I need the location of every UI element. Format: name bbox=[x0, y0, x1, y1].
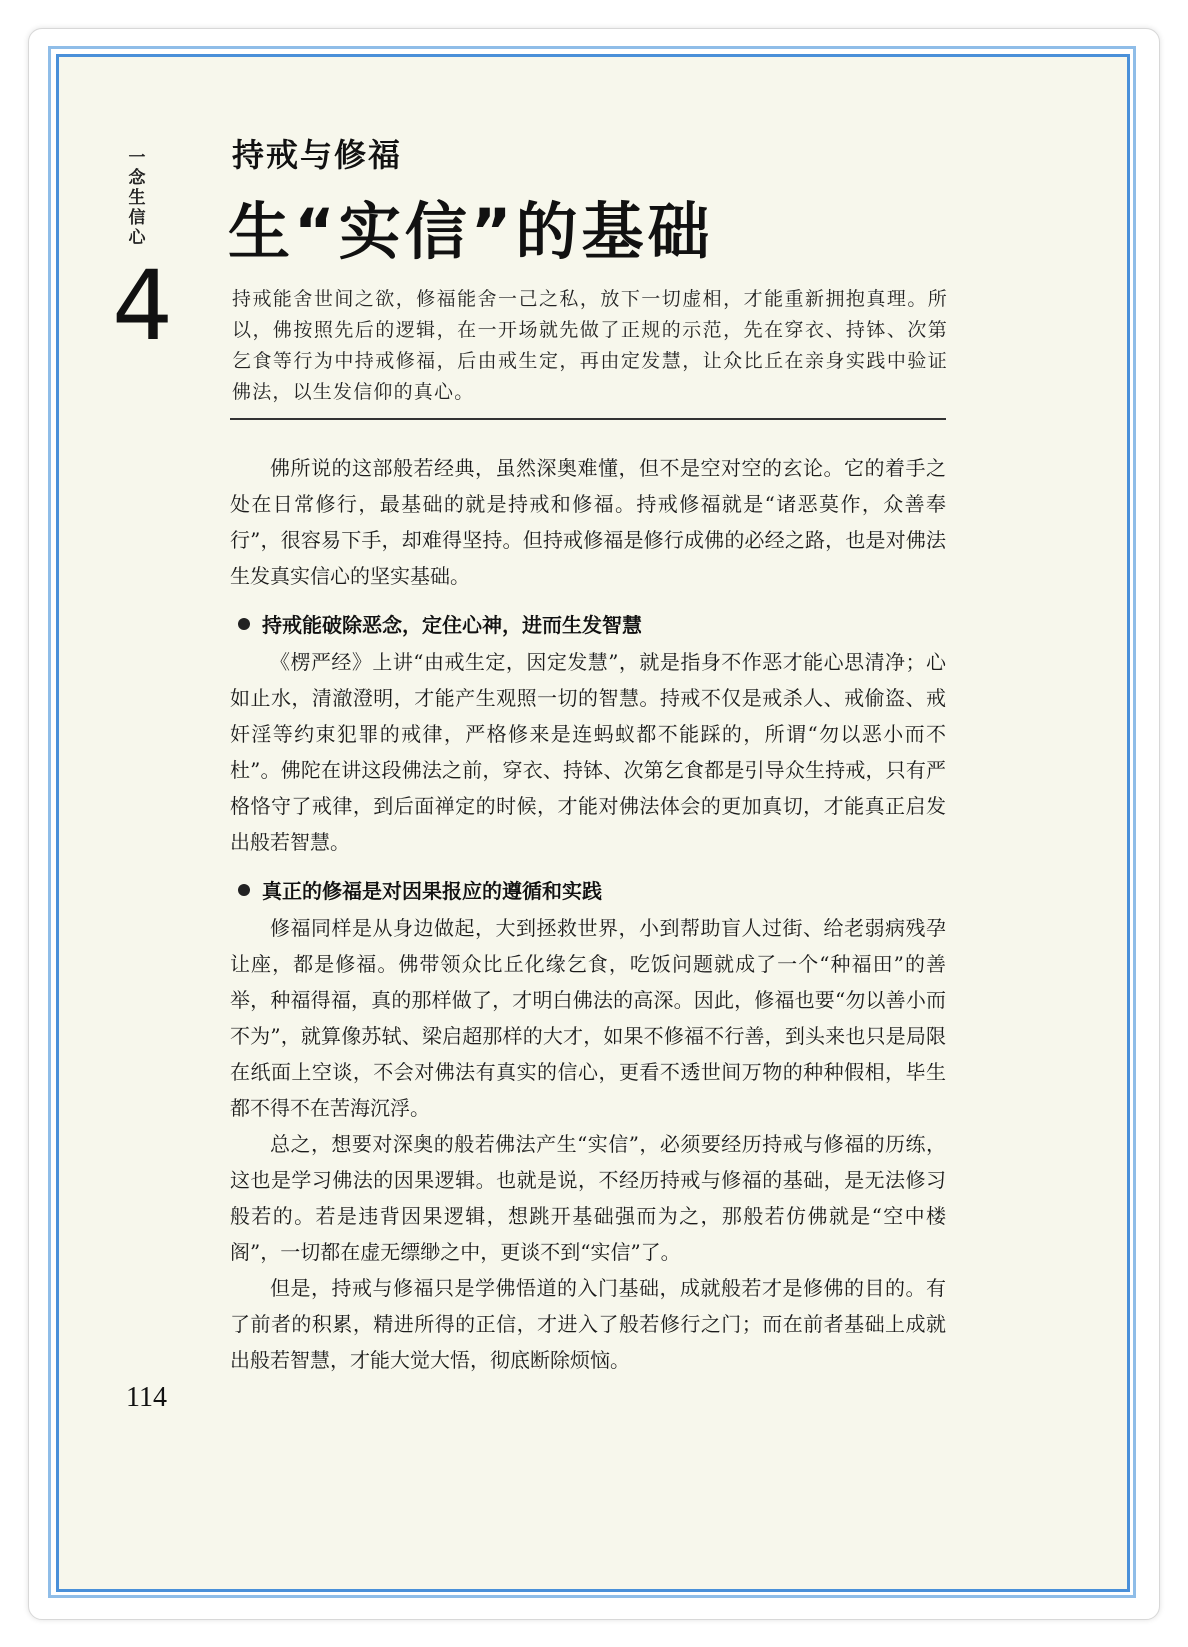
section-subtitle: 持戒与修福 bbox=[232, 136, 403, 174]
bullet-icon bbox=[238, 884, 250, 896]
intro-summary: 持戒能舍世间之欲，修福能舍一己之私，放下一切虚相，才能重新拥抱真理。所以，佛按照先后的逻辑，在一开场就先做了正规的示范，先在穿衣、持钵、次第乞食等行为中持戒修福，后由戒生定，再由定发慧，让众比丘在亲身实践中验证佛法，以生发信仰的真心。 bbox=[232, 288, 948, 403]
paragraph: 总之，想要对深奥的般若佛法产生“实信”，必须要经历持戒与修福的历练，这也是学习佛法的因果逻辑。也就是说，不经历持戒与修福的基础，是无法修习般若的。若是违背因果逻辑，想跳开基础强而为之，那般若仿佛就是“空中楼阁”，一切都在虚无缥缈之中，更谈不到“实信”了。 bbox=[230, 1132, 946, 1264]
paragraph: 修福同样是从身边做起，大到拯救世界，小到帮助盲人过街、给老弱病残孕让座，都是修福。佛带领众比丘化缘乞食，吃饭问题就成了一个“种福田”的善举，种福得福，真的那样做了，才明白佛法的高深。因此，修福也要“勿以善小而不为”，就算像苏轼、梁启超那样的大才，如果不修福不行善，到头来也只是局限在纸面上空谈，不会对佛法有真实的信心，更看不透世间万物的种种假相，毕生都不得不在苦海沉浮。 bbox=[230, 916, 946, 1120]
bullet-icon bbox=[238, 618, 250, 630]
bullet-heading bbox=[230, 874, 946, 908]
page-number: 114 bbox=[126, 1382, 167, 1413]
divider-line bbox=[230, 418, 946, 420]
side-running-header: 一念生信心 bbox=[128, 148, 146, 248]
paragraph: 《楞严经》上讲“由戒生定，因定发慧”，就是指身不作恶才能心思清净；心如止水，清澈澄明，才能产生观照一切的智慧。持戒不仅是戒杀人、戒偷盗、戒奸淫等约束犯罪的戒律，严格修来是连蚂蚁都不能踩的，所谓“勿以恶小而不杜”。佛陀在讲这段佛法之前，穿衣、持钵、次第乞食都是引导众生持戒，只有严格恪守了戒律，到后面禅定的时候，才能对佛法体会的更加真切，才能真正启发出般若智慧。 bbox=[230, 650, 946, 854]
bullet-heading-text: 持戒能破除恶念，定住心神，进而生发智慧 bbox=[262, 613, 642, 637]
paragraph: 但是，持戒与修福只是学佛悟道的入门基础，成就般若才是修佛的目的。有了前者的积累，精进所得的正信，才进入了般若修行之门；而在前者基础上成就出般若智慧，才能大觉大悟，彻底断除烦恼。 bbox=[230, 1276, 946, 1372]
chapter-number: 4 bbox=[112, 250, 174, 362]
paragraph: 佛所说的这部般若经典，虽然深奥难懂，但不是空对空的玄论。它的着手之处在日常修行，最基础的就是持戒和修福。持戒修福就是“诸恶莫作，众善奉行”，很容易下手，却难得坚持。但持戒修福是修行成佛的必经之路，也是对佛法生发真实信心的坚实基础。 bbox=[230, 456, 946, 588]
bullet-heading bbox=[230, 608, 946, 642]
section-title: 生“实信”的基础 bbox=[228, 195, 714, 268]
bullet-heading-text: 真正的修福是对因果报应的遵循和实践 bbox=[262, 879, 602, 903]
body-text bbox=[230, 450, 946, 1378]
